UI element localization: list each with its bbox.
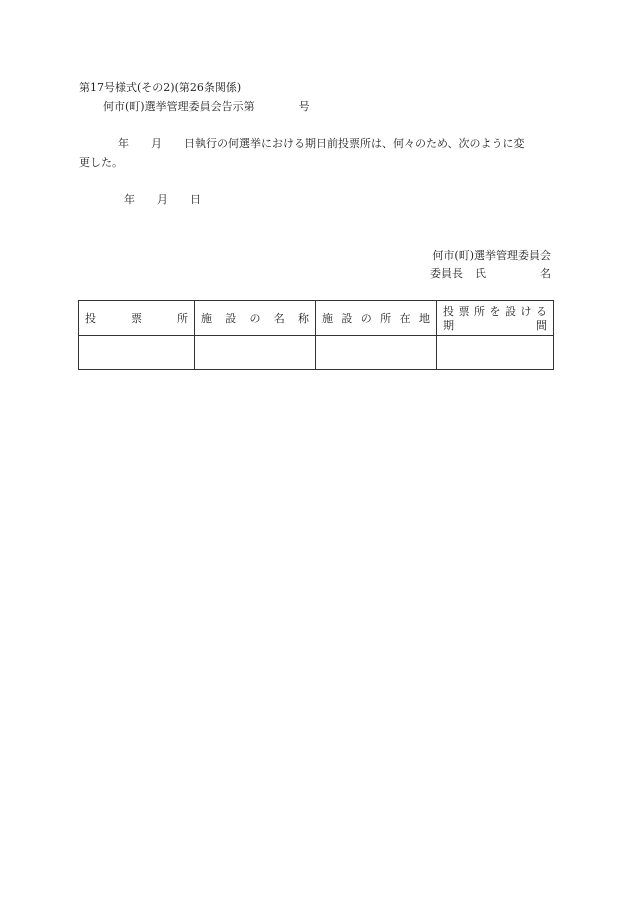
- header-polling-station: 投 票 所: [79, 301, 195, 336]
- signature-title: 委員長: [430, 267, 463, 280]
- date-line: [124, 194, 201, 205]
- date-year: 年: [124, 193, 135, 206]
- cell-facility-address: [316, 336, 437, 370]
- form-number: 第17号様式(その2)(第26条関係): [79, 81, 242, 94]
- notice-number-line: [103, 101, 310, 112]
- body-month: 月: [151, 137, 162, 150]
- date-day: 日: [190, 193, 201, 206]
- date-month: 月: [157, 193, 168, 206]
- table-header-row: [79, 301, 554, 336]
- header-facility-address: 施 設 の 所 在 地: [316, 301, 437, 336]
- signature-shi: 氏: [475, 267, 486, 280]
- header-establishment-period: 投 票 所 を 設 け る 期 間: [437, 301, 554, 336]
- signature-mei: 名: [540, 267, 551, 280]
- signature-name-line: [430, 268, 551, 279]
- header-facility-name: 施 設 の 名 称: [195, 301, 316, 336]
- table-row: [79, 336, 554, 370]
- notice-prefix: 何市(町)選挙管理委員会告示第: [103, 100, 255, 113]
- cell-polling-station: [79, 336, 195, 370]
- polling-station-table: [78, 300, 554, 370]
- cell-establishment-period: [437, 336, 554, 370]
- body-paragraph-line2: 更した。: [79, 156, 123, 169]
- body-paragraph-line1: [118, 138, 525, 149]
- body-text: 日執行の何選挙における期日前投票所は、何々のため、次のように変: [184, 137, 525, 150]
- body-year: 年: [118, 137, 129, 150]
- cell-facility-name: [195, 336, 316, 370]
- signature-organization: 何市(町)選挙管理委員会: [432, 249, 551, 262]
- notice-suffix: 号: [298, 100, 310, 113]
